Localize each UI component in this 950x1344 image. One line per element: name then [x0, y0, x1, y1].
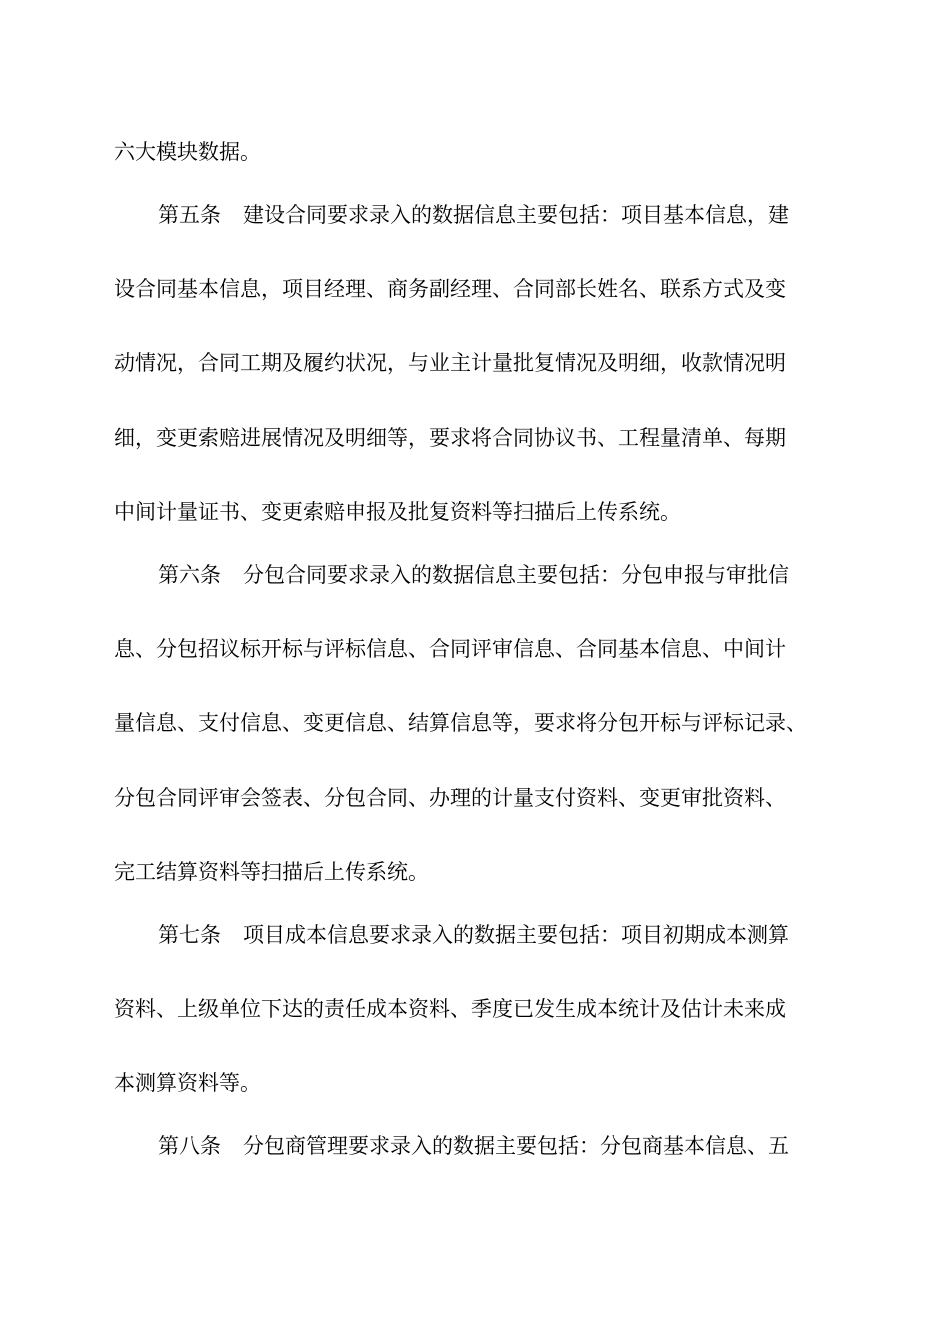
article-text: 建设合同要求录入的数据信息主要包括：项目基本信息，建 [243, 203, 789, 227]
paragraph-line: 动情况，合同工期及履约状况，与业主计量批复情况及明细，收款情况明 [114, 351, 786, 375]
article-text: 分包商管理要求录入的数据主要包括：分包商基本信息、五 [243, 1134, 789, 1158]
paragraph-line: 完工结算资料等扫描后上传系统。 [114, 860, 429, 884]
article-text: 分包合同要求录入的数据信息主要包括：分包申报与审批信 [243, 563, 789, 587]
paragraph-line: 资料、上级单位下达的责任成本资料、季度已发生成本统计及估计未来成 [114, 997, 786, 1021]
article-number: 第五条 [158, 203, 221, 227]
paragraph-line: 中间计量证书、变更索赔申报及批复资料等扫描后上传系统。 [114, 500, 681, 524]
paragraph-line: 细，变更索赔进展情况及明细等，要求将合同协议书、工程量清单、每期 [114, 426, 786, 450]
article-5-first-line [158, 201, 789, 229]
paragraph-line: 六大模块数据。 [114, 140, 261, 164]
article-number: 第八条 [158, 1134, 221, 1158]
paragraph-line: 分包合同评审会签表、分包合同、办理的计量支付资料、变更审批资料、 [114, 786, 786, 810]
article-6-first-line [158, 561, 789, 589]
article-7-first-line [158, 921, 789, 949]
paragraph-line: 本测算资料等。 [114, 1071, 261, 1095]
article-8-first-line [158, 1132, 789, 1160]
paragraph-line: 设合同基本信息，项目经理、商务副经理、合同部长姓名、联系方式及变 [114, 277, 786, 301]
article-text: 项目成本信息要求录入的数据主要包括：项目初期成本测算 [243, 923, 789, 947]
article-number: 第六条 [158, 563, 221, 587]
paragraph-line: 息、分包招议标开标与评标信息、合同评审信息、合同基本信息、中间计 [114, 637, 786, 661]
paragraph-line: 量信息、支付信息、变更信息、结算信息等，要求将分包开标与评标记录、 [114, 711, 807, 735]
article-number: 第七条 [158, 923, 221, 947]
